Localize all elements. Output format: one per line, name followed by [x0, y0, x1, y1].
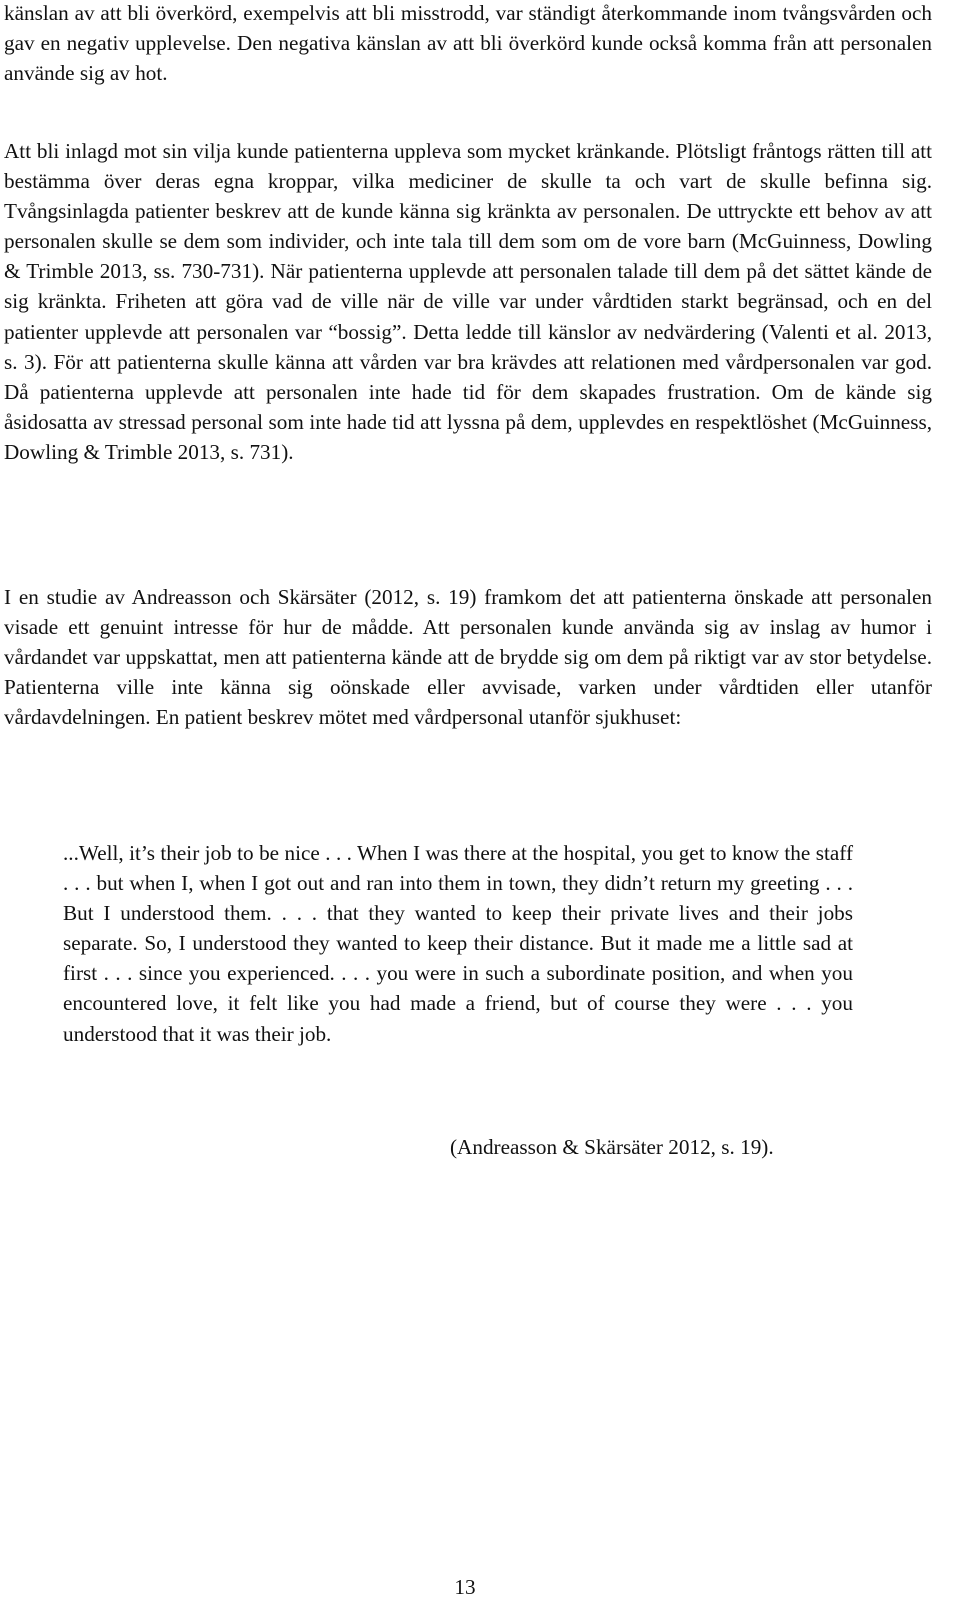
quote-citation: (Andreasson & Skärsäter 2012, s. 19). [450, 1135, 774, 1159]
body-paragraph-2: Att bli inlagd mot sin vilja kunde patienterna uppleva som mycket kränkande. Plötsligt fråntogs rätten till att bestämma över deras egna kroppar, vilka mediciner de skulle ta och vart de skulle befinna sig. Tvångsinlagda patienter beskrev att de kunde känna sig kränkta av personalen. De uttryckte ett behov av att personalen skulle se dem som individer, och inte tala till dem som om de vore barn (McGuinness, Dowling & Trimble 2013, ss. 730-731). När patienterna upplevde att personalen talade till dem på det sättet kände de sig kränkta. Friheten att göra vad de ville när de ville var under vårdtiden starkt begränsad, och en del patienter upplevde att personalen var “bossig”. Detta ledde till känslor av nedvärdering (Valenti et al. 2013, s. 3). För att patienterna skulle känna att vården var bra krävdes att relationen med vårdpersonalen var god. Då patienterna upplevde att personalen inte hade tid för dem skapades frustration. Om de kände sig åsidosatta av stressad personal som inte hade tid att lyssna på dem, upplevdes en respektlöshet (McGuinness, Dowling & Trimble 2013, s. 731). [4, 139, 932, 464]
body-paragraph-1: känslan av att bli överkörd, exempelvis att bli misstrodd, var ständigt återkommande inom tvångsvården och gav en negativ upplevelse. Den negativa känslan av att bli överkörd kunde också komma från att personalen använde sig av hot. [4, 1, 932, 86]
body-paragraph-3: I en studie av Andreasson och Skärsäter (2012, s. 19) framkom det att patienterna önskade att personalen visade ett genuint intresse för hur de mådde. Att personalen kunde använda sig av inslag av humor i vårdandet var uppskattat, men att patienterna kände att de brydde sig om dem på riktigt var av stor betydelse. Patienterna ville inte känna sig oönskade eller avvisade, varken under vårdtiden eller utanför vårdavdelningen. En patient beskrev mötet med vårdpersonal utanför sjukhuset: [4, 585, 932, 730]
page-number: 13 [454, 1575, 476, 1599]
block-quote: ...Well, it’s their job to be nice . . . When I was there at the hospital, you get to know the staff . . . but when I, when I got out and ran into them in town, they didn’t return my greeting . . . But I understood them. . . . that they wanted to keep their private lives and their jobs separate. So, I understood they wanted to keep their distance. But it made me a little sad at first . . . since you experienced. . . . you were in such a subordinate position, and when you encountered love, it felt like you had made a friend, but of course they were . . . you understood that it was their job. [63, 841, 853, 1046]
